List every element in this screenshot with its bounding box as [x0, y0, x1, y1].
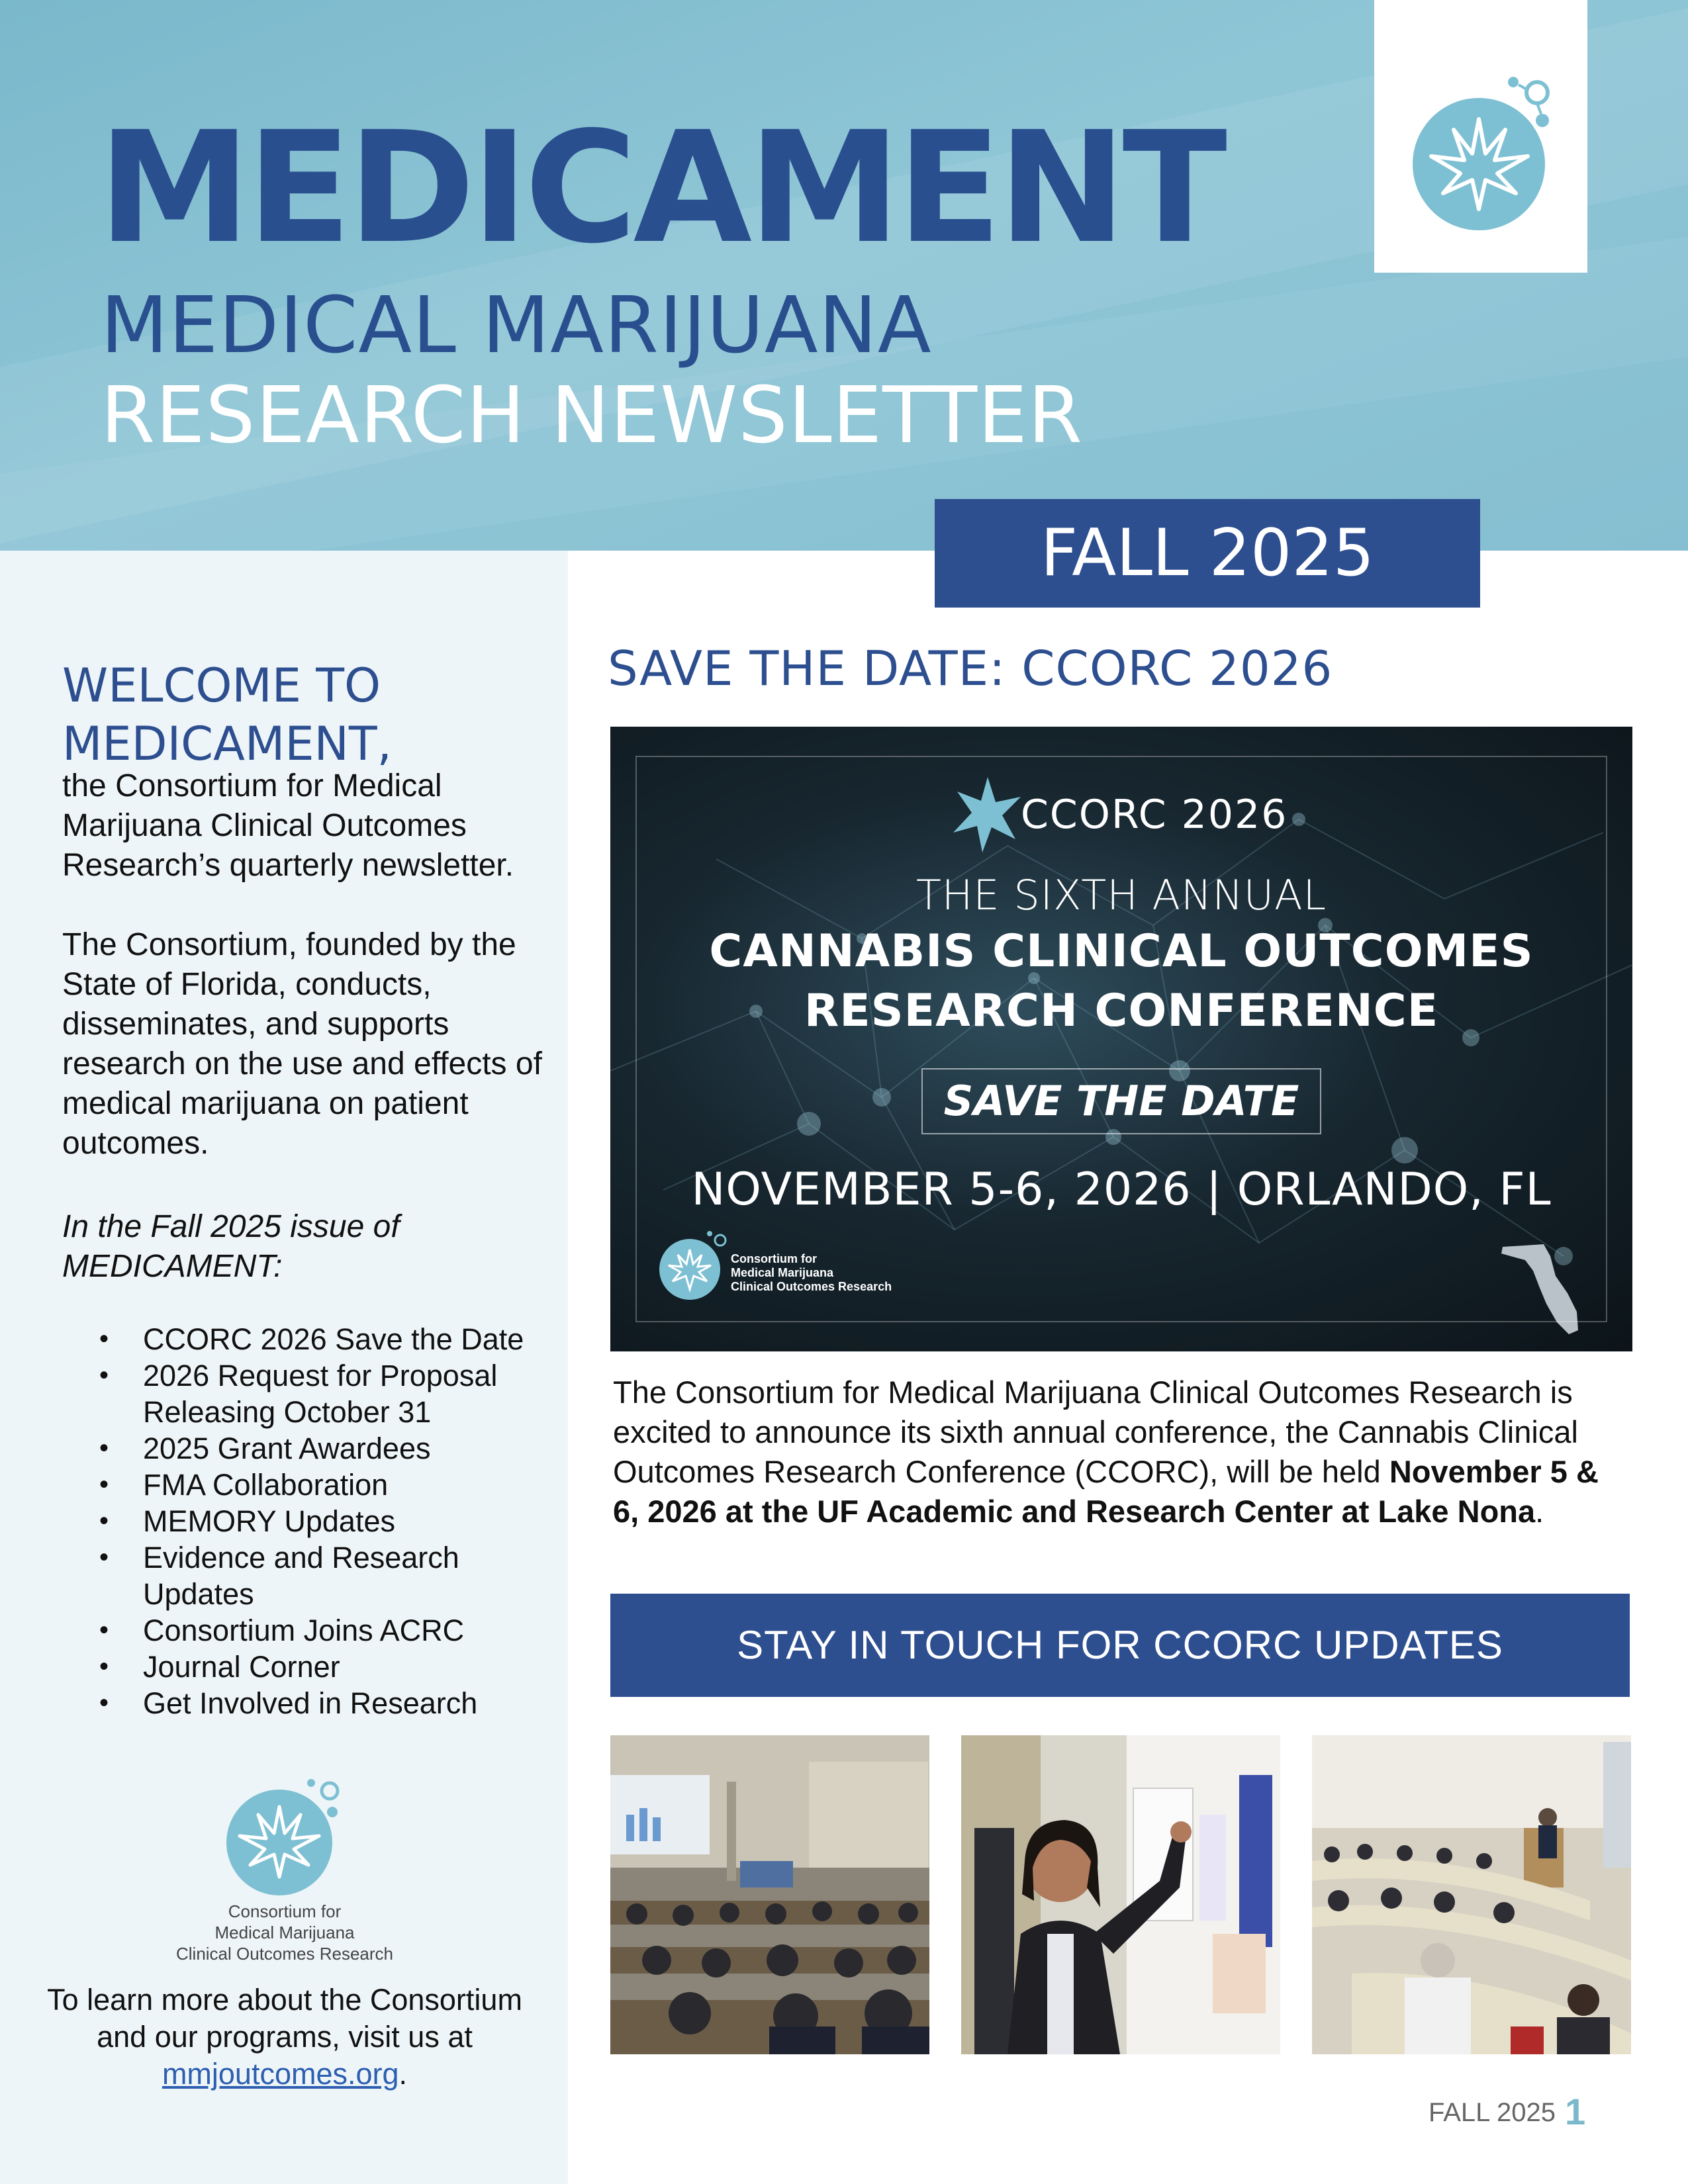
conference-banner [610, 727, 1632, 1351]
announce-date-venue: November 5 & 6, 2026 at the UF Academic and Research Center at Lake Nona [613, 1454, 1599, 1529]
page-number: 1 [1565, 2091, 1586, 2132]
masthead [0, 0, 1688, 551]
learn-more-text [40, 1981, 530, 2093]
issue-intro: In the Fall 2025 issue of MEDICAMENT: [62, 1209, 400, 1284]
toc-item: • Consortium Joins ACRC [99, 1612, 549, 1649]
banner-org-line: Consortium for [731, 1252, 817, 1265]
conference-audience-photo [610, 1735, 929, 2054]
subtitle-line-1: MEDICAL MARIJUANA [101, 279, 932, 371]
logo-text-line: Medical Marijuana [214, 1923, 355, 1942]
banner-frame [635, 756, 1607, 1322]
toc-item: • Journal Corner [99, 1649, 549, 1685]
toc-item: • MEMORY Updates [99, 1503, 549, 1539]
welcome-heading: WELCOME TO MEDICAMENT, [62, 659, 392, 771]
consortium-logo-icon [218, 1767, 351, 1899]
banner-org-line: Medical Marijuana [731, 1266, 834, 1279]
toc-item: • Get Involved in Research [99, 1685, 549, 1721]
table-of-contents [99, 1321, 549, 1721]
section-heading: SAVE THE DATE: CCORC 2026 [608, 641, 1333, 696]
subtitle-line-2: RESEARCH NEWSLETTER [101, 369, 1083, 461]
logo-text-line: Clinical Outcomes Research [175, 1944, 393, 1964]
toc-item: • Evidence and Research Updates [99, 1539, 549, 1612]
toc-item: • 2026 Request for Proposal Releasing October 31 [99, 1357, 549, 1430]
banner-event-short: CCORC 2026 [1021, 792, 1288, 838]
banner-org-line: Clinical Outcomes Research [731, 1280, 892, 1293]
header-logo-box [1374, 0, 1587, 273]
learn-more-copy: To learn more about the Consortium and our programs, visit us at [47, 1983, 522, 2054]
welcome-body: the Consortium for Medical Marijuana Clinical Outcomes Research’s quarterly newsletter. [62, 768, 514, 883]
footer-issue-label: FALL 2025 [1429, 2098, 1556, 2127]
banner-save-the-date: SAVE THE DATE [921, 1068, 1321, 1134]
logo-wordmark [119, 1901, 450, 1964]
toc-item: • FMA Collaboration [99, 1467, 549, 1503]
banner-sixth-annual: THE SIXTH ANNUAL [915, 871, 1327, 919]
sidebar [0, 551, 568, 2184]
stay-in-touch-button[interactable]: STAY IN TOUCH FOR CCORC UPDATES [610, 1594, 1630, 1697]
newsletter-title: MEDICAMENT [98, 99, 1223, 277]
banner-date-location: NOVEMBER 5-6, 2026 | ORLANDO, FL [691, 1163, 1552, 1216]
consortium-description: The Consortium, founded by the State of Florida, conducts, disseminates, and supports research on the use and effects of medical marijuana on patient outcomes. [62, 927, 542, 1161]
conference-announcement [613, 1373, 1632, 1531]
announce-copy: The Consortium for Medical Marijuana Clinical Outcomes Research is excited to announce its sixth annual conference, the Cannabis Clinical Outcomes Research Conference (CCORC), will be held [613, 1375, 1578, 1489]
consortium-logo-icon [1374, 0, 1587, 273]
toc-item: • 2025 Grant Awardees [99, 1430, 549, 1467]
learn-more-punct: . [399, 2057, 408, 2091]
toc-item: • CCORC 2026 Save the Date [99, 1321, 549, 1357]
issue-badge: FALL 2025 [935, 499, 1480, 608]
banner-conference-name-2: RESEARCH CONFERENCE [804, 985, 1439, 1037]
poster-presenter-photo [961, 1735, 1280, 2054]
logo-text-line: Consortium for [228, 1901, 342, 1921]
announce-punct: . [1535, 1494, 1544, 1529]
banner-org-name [731, 1252, 892, 1294]
website-link[interactable]: mmjoutcomes.org [162, 2057, 399, 2091]
banner-conference-name-1: CANNABIS CLINICAL OUTCOMES [709, 925, 1534, 978]
classroom-session-photo [1312, 1735, 1631, 2054]
